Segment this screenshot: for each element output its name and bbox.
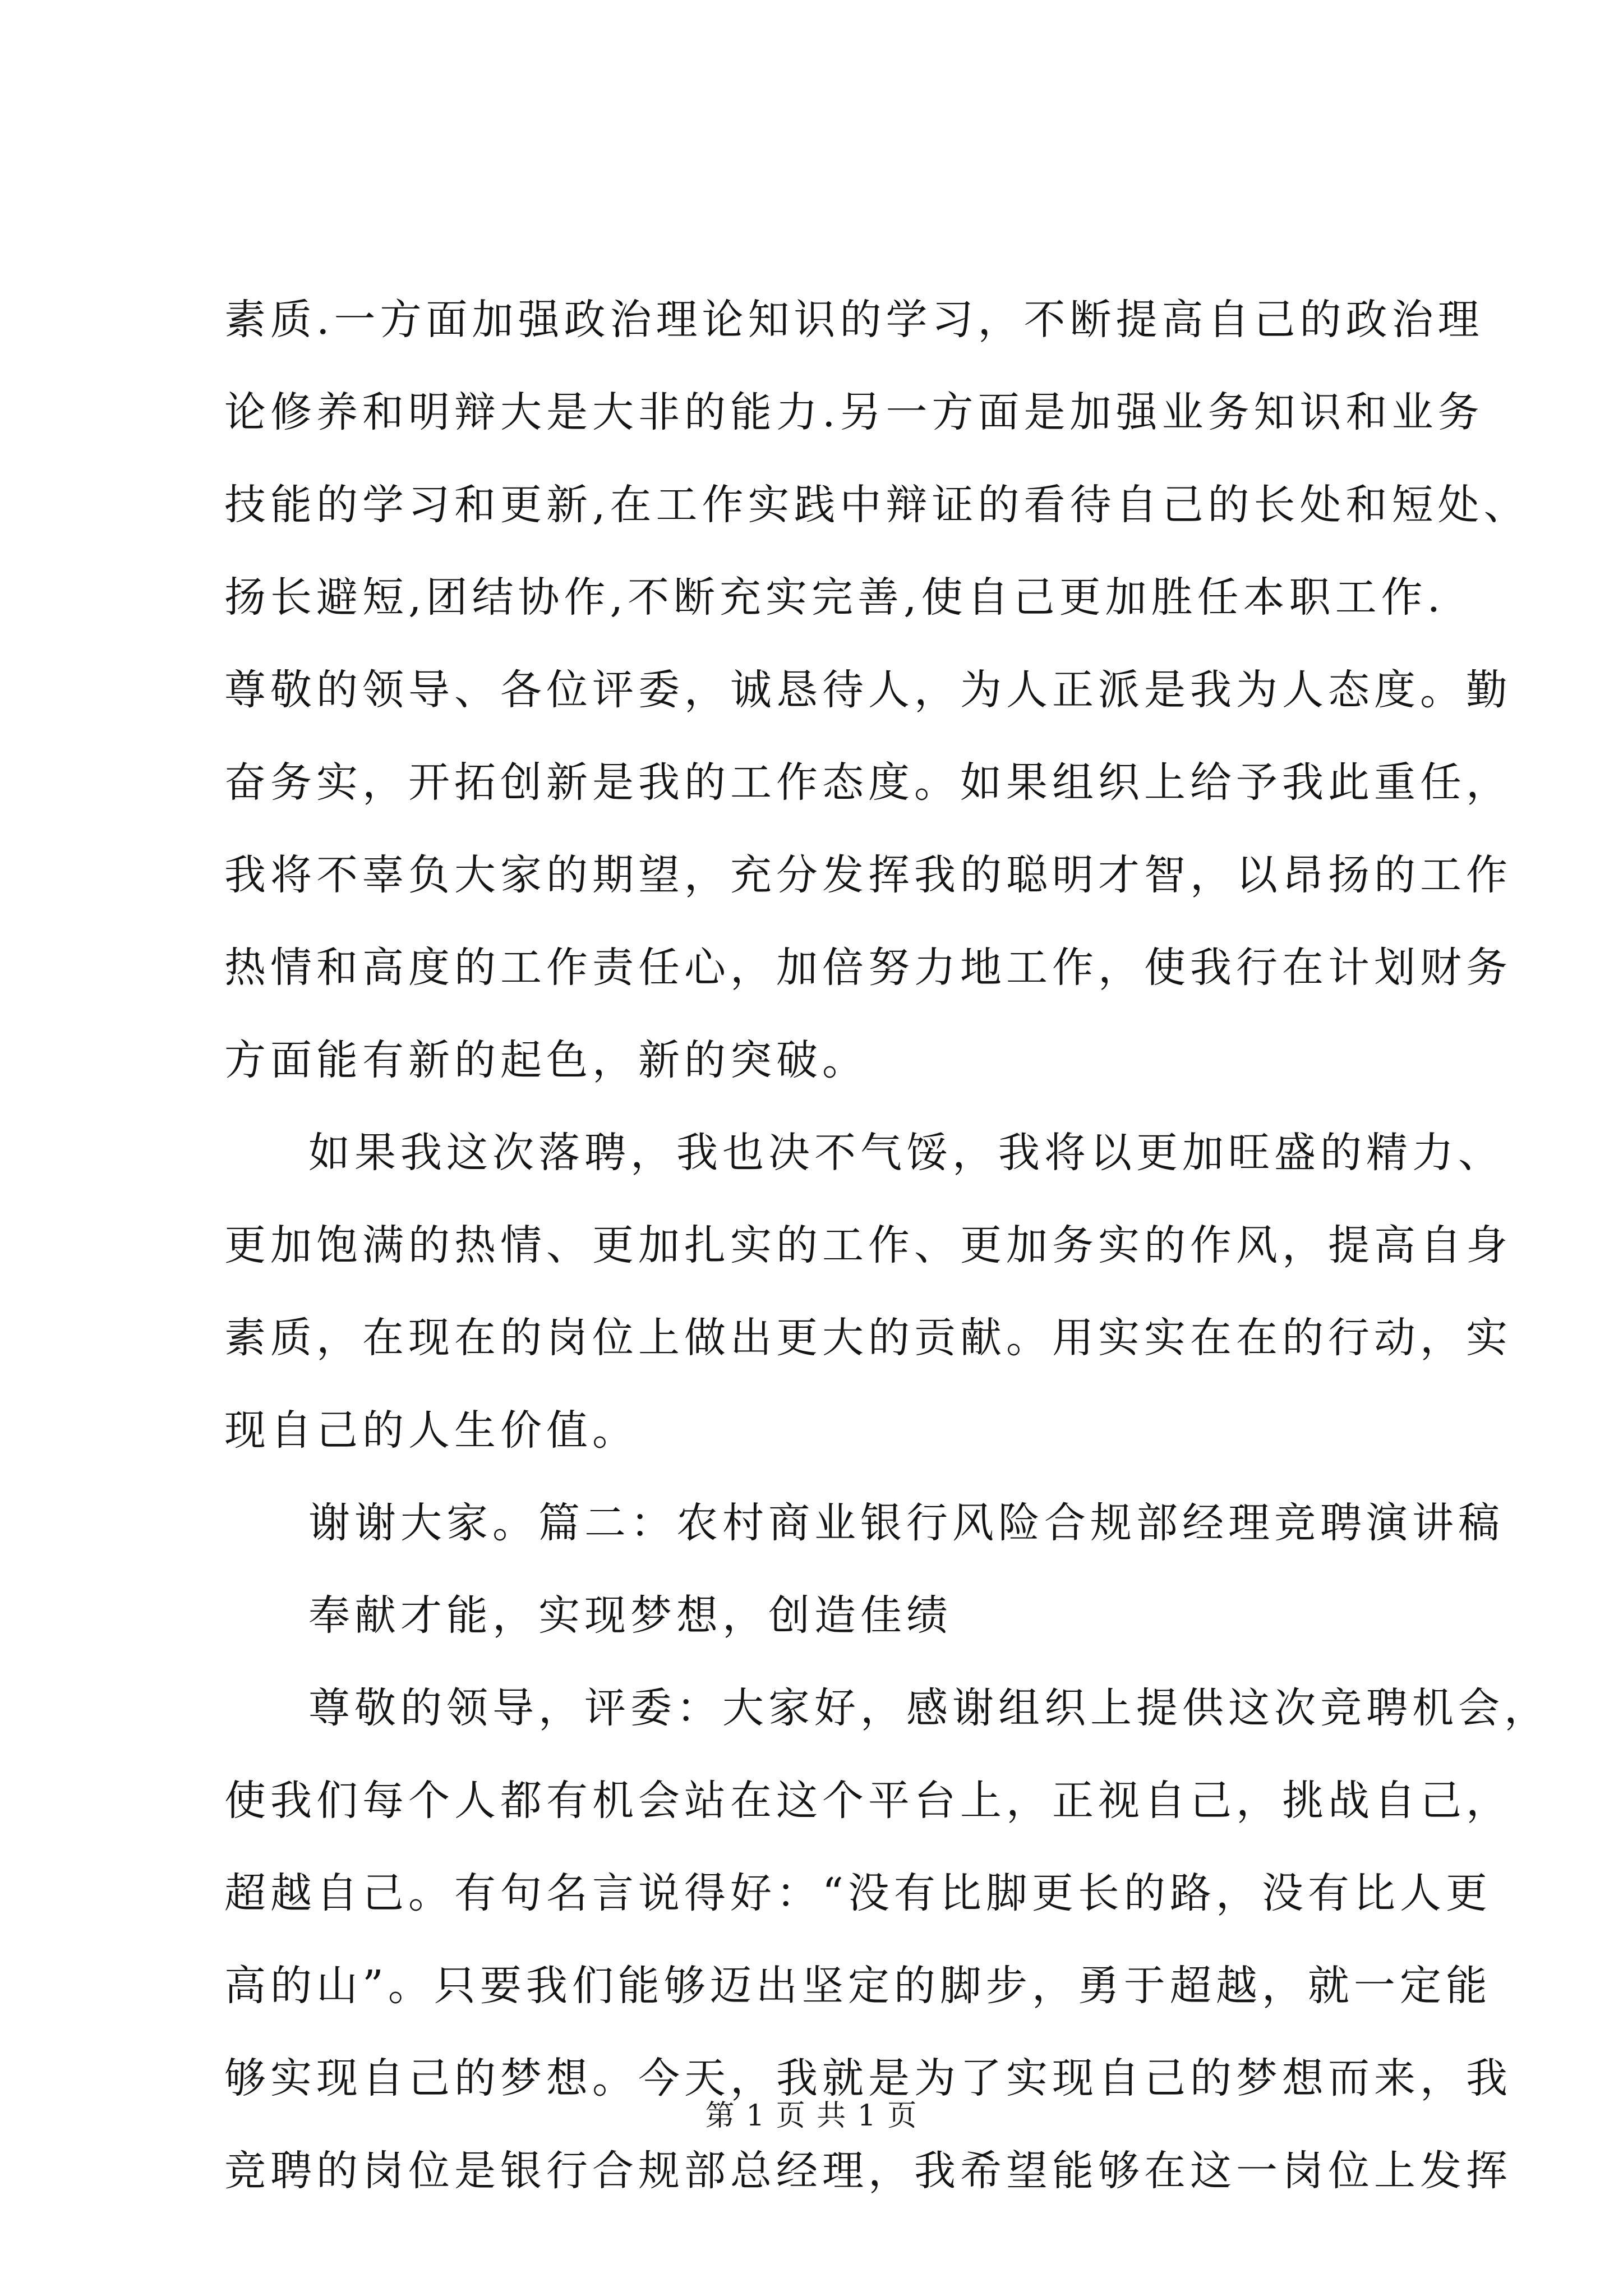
text-line: 尊敬的领导、各位评委，诚恳待人，为人正派是我为人态度。勤 [224,666,1512,714]
text-line: 如果我这次落聘，我也决不气馁，我将以更加旺盛的精力、 [308,1129,1504,1177]
text-line: 高的山”。只要我们能够迈出坚定的脚步，勇于超越，就一定能 [224,1962,1492,2010]
text-line: 超越自己。有句名言说得好：“没有比脚更长的路，没有比人更 [224,1869,1492,1917]
text-line: 更加饱满的热情、更加扎实的工作、更加务实的作风，提高自身 [224,1221,1512,1269]
text-line: 奋务实，开拓创新是我的工作态度。如果组织上给予我此重任， [224,758,1512,807]
text-line: 技能的学习和更新,在工作实践中辩证的看待自己的长处和短处、 [224,481,1530,529]
text-line: 热情和高度的工作责任心，加倍努力地工作，使我行在计划财务 [224,944,1512,992]
document-body [224,274,1550,2217]
text-line: 尊敬的领导，评委：大家好，感谢组织上提供这次竞聘机会， [308,1684,1550,1732]
text-line: 我将不辜负大家的期望，充分发挥我的聪明才智，以昂扬的工作 [224,851,1512,899]
text-line: 奉献才能，实现梦想，创造佳绩 [308,1591,952,1640]
page-footer: 第 1 页 共 1 页 [705,2099,918,2133]
text-line: 扬长避短,团结协作,不断充实完善,使自己更加胜任本职工作. [224,573,1445,622]
text-line: 现自己的人生价值。 [224,1406,638,1455]
text-line: 素质，在现在的岗位上做出更大的贡献。用实实在在的行动，实 [224,1314,1512,1362]
text-line: 竞聘的岗位是银行合规部总经理，我希望能够在这一岗位上发挥 [224,2147,1512,2195]
text-line: 方面能有新的起色，新的突破。 [224,1036,868,1084]
text-line: 素质.一方面加强政治理论知识的学习，不断提高自己的政治理 [224,296,1484,344]
text-line: 论修养和明辩大是大非的能力.另一方面是加强业务知识和业务 [224,388,1484,436]
text-line: 谢谢大家。篇二：农村商业银行风险合规部经理竞聘演讲稿 [308,1499,1504,1547]
text-line: 够实现自己的梦想。今天，我就是为了实现自己的梦想而来，我 [224,2054,1512,2102]
text-line: 使我们每个人都有机会站在这个平台上，正视自己，挑战自己， [224,1777,1512,1825]
